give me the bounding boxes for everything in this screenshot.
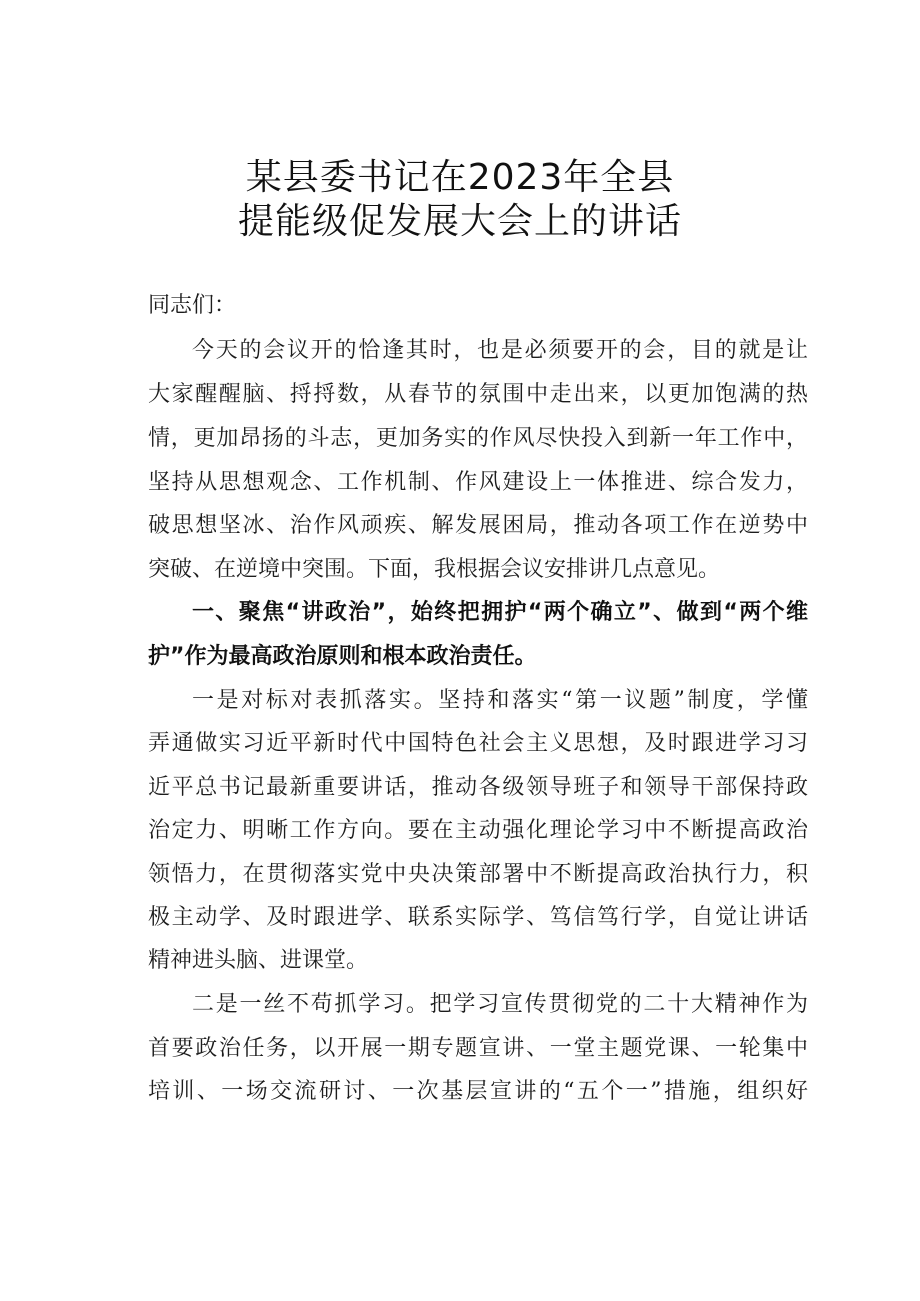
document-title-line-1: 某县委书记在2023年全县	[245, 157, 675, 198]
paragraph-1-line-1: 今天的会议开的恰逢其时，也是必须要开的会，目的就是让	[192, 338, 808, 363]
section-heading-1-line-2: 护”作为最高政治原则和根本政治责任。	[148, 644, 537, 669]
paragraph-2-line-7: 精神进头脑、进课堂。	[148, 948, 369, 973]
paragraph-2-line-4: 治定力、明晰工作方向。要在主动强化理论学习中不断提高政治	[148, 818, 808, 843]
paragraph-2-line-5: 领悟力，在贯彻落实党中央决策部署中不断提高政治执行力，积	[148, 862, 808, 887]
paragraph-1-line-4: 坚持从思想观念、工作机制、作风建设上一体推进、综合发力，	[148, 470, 808, 495]
paragraph-1-line-6: 突破、在逆境中突围。下面，我根据会议安排讲几点意见。	[148, 557, 721, 582]
paragraph-1-line-2: 大家醒醒脑、捋捋数，从春节的氛围中走出来，以更加饱满的热	[148, 382, 808, 407]
section-heading-1-line-1: 一、聚焦“讲政治”，始终把拥护“两个确立”、做到“两个维	[192, 600, 808, 625]
paragraph-3-line-3: 培训、一场交流研讨、一次基层宣讲的“五个一”措施，组织好	[148, 1079, 808, 1104]
paragraph-2-line-3: 近平总书记最新重要讲话，推动各级领导班子和领导干部保持政	[148, 775, 808, 800]
paragraph-2-line-2: 弄通做实习近平新时代中国特色社会主义思想，及时跟进学习习	[148, 731, 808, 756]
paragraph-2-line-1: 一是对标对表抓落实。坚持和落实“第一议题”制度，学懂	[192, 688, 808, 713]
document-title-line-2: 提能级促发展大会上的讲话	[237, 201, 682, 242]
paragraph-1-line-3: 情，更加昂扬的斗志，更加务实的作风尽快投入到新一年工作中，	[148, 426, 808, 451]
salutation: 同志们：	[148, 293, 237, 318]
paragraph-3-line-1: 二是一丝不苟抓学习。把学习宣传贯彻党的二十大精神作为	[192, 992, 808, 1017]
paragraph-1-line-5: 破思想坚冰、治作风顽疾、解发展困局，推动各项工作在逆势中	[148, 513, 808, 538]
paragraph-2-line-6: 极主动学、及时跟进学、联系实际学、笃信笃行学，自觉让讲话	[148, 905, 808, 930]
paragraph-3-line-2: 首要政治任务，以开展一期专题宣讲、一堂主题党课、一轮集中	[148, 1036, 808, 1061]
